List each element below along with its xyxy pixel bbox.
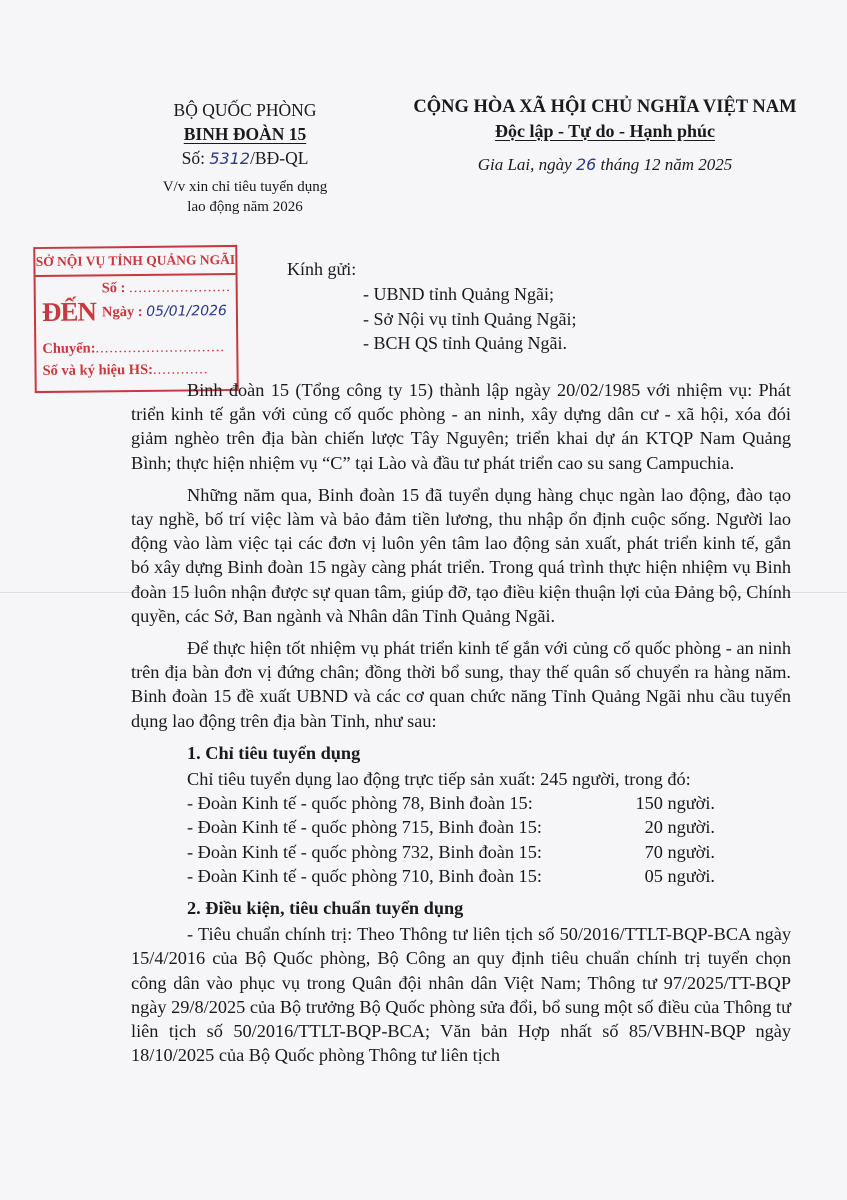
stamp-chuyen-row: Chuyển:............................	[42, 339, 226, 357]
nation-name: CỘNG HÒA XÃ HỘI CHỦ NGHĨA VIỆT NAM	[413, 97, 797, 117]
handwritten-number: 5312	[209, 149, 251, 168]
quota-item: - Đoàn Kinh tế - quốc phòng 78, Binh đoàn 15: 150 người.	[187, 793, 715, 814]
quota-item: - Đoàn Kinh tế - quốc phòng 732, Binh đoàn 15: 70 người.	[187, 841, 715, 862]
stamp-kyhieu-row: Số và ký hiệu HS:............	[42, 361, 209, 379]
recipients-label: Kính gửi:	[287, 259, 357, 279]
ministry-name: BỘ QUỐC PHÒNG	[173, 100, 317, 120]
section-heading-conditions: 2. Điều kiện, tiêu chuẩn tuyển dụng	[187, 898, 464, 919]
recipient-item: - UBND tỉnh Quảng Ngãi;	[363, 284, 554, 304]
quota-item: - Đoàn Kinh tế - quốc phòng 710, Binh đoàn 15: 05 người.	[187, 865, 715, 886]
recipients-list	[363, 282, 577, 356]
paragraph-political-standard: - Tiêu chuẩn chính trị: Theo Thông tư liên tịch số 50/2016/TTLT-BQP-BCA ngày 15/4/2016 của Bộ Quốc phòng, Bộ Công an quy định tiêu chuẩn chính trị tuyển chọn công dân vào phục vụ trong Quân đội nhân dân Việt Nam; Thông tư 97/2025/TT-BQP ngày 29/8/2025 của Bộ trưởng Bộ Quốc phòng sửa đổi, bổ sung một số điều của Thông tư liên tịch số 50/2016/TTLT-BQP-BCA; Văn bản Hợp nhất số 85/VBHN-BQP ngày 18/10/2025 của Bộ Quốc phòng Thông tư liên tịch	[131, 924, 791, 1066]
issuer-block	[140, 98, 350, 217]
document-number: Số: 5312/BĐ-QL	[181, 148, 309, 168]
recipient-item: - Sở Nội vụ tỉnh Quảng Ngãi;	[363, 308, 577, 329]
handwritten-day: 26	[575, 155, 597, 174]
stamp-title: SỞ NỘI VỤ TỈNH QUẢNG NGÃI	[35, 247, 235, 277]
document-subject: V/v xin chỉ tiêu tuyển dụng lao động năm 2026	[162, 179, 328, 215]
receipt-stamp	[33, 245, 239, 393]
stamp-den: ĐẾN	[41, 296, 97, 327]
unit-name: BINH ĐOÀN 15	[183, 124, 307, 144]
stamp-so-row: Số : ......................	[101, 279, 231, 297]
quota-intro: Chỉ tiêu tuyển dụng lao động trực tiếp sản xuất: 245 người, trong đó:	[187, 769, 691, 790]
paragraph-request: Để thực hiện tốt nhiệm vụ phát triển kinh tế gắn với củng cố quốc phòng - an ninh trên địa bàn đơn vị đứng chân; đồng thời bổ sung, thay thế quân số chuyển ra hàng năm. Binh đoàn 15 đề xuất UBND và các cơ quan chức năng Tỉnh Quảng Ngãi nhu cầu tuyển dụng lao động trên địa bàn Tỉnh, như sau:	[131, 638, 791, 731]
stamp-date-row: Ngày : 05/01/2026	[101, 303, 228, 321]
quota-item: - Đoàn Kinh tế - quốc phòng 715, Binh đoàn 15: 20 người.	[187, 817, 715, 838]
paragraph-history: Binh đoàn 15 (Tổng công ty 15) thành lập ngày 20/02/1985 với nhiệm vụ: Phát triển kinh tế gắn với củng cố quốc phòng - an ninh, xây dựng dân cư - xã hội, xóa đói giảm nghèo trên địa bàn chiến lược Tây Nguyên; triển khai dự án KTQP Nam Quảng Bình; thực hiện nhiệm vụ “C” tại Lào và đầu tư phát triển cao su sang Campuchia.	[131, 380, 791, 473]
national-motto: Độc lập - Tự do - Hạnh phúc	[494, 121, 716, 141]
stamp-handwritten-date: 05/01/2026	[146, 303, 228, 320]
place-date: Gia Lai, ngày 26 tháng 12 năm 2025	[477, 155, 733, 174]
letter-body	[131, 378, 791, 1075]
recipient-item: - BCH QS tỉnh Quảng Ngãi.	[363, 333, 567, 353]
national-header	[370, 95, 840, 177]
paragraph-achievements: Những năm qua, Binh đoàn 15 đã tuyển dụng hàng chục ngàn lao động, đào tạo tay nghề, bố trí việc làm và bảo đảm tiền lương, thu nhập ổn định cuộc sống. Người lao động vào làm việc tại các đơn vị luôn yên tâm lao động sản xuất, phát triển kinh tế, gắn bó xây dựng Binh đoàn 15 ngày càng phát triển. Trong quá trình thực hiện nhiệm vụ Binh đoàn 15 luôn nhận được sự quan tâm, giúp đỡ, tạo điều kiện thuận lợi của Đảng bộ, Chính quyền, các Sở, Ban ngành và Nhân dân Tỉnh Quảng Ngãi.	[131, 484, 791, 626]
section-heading-quota: 1. Chỉ tiêu tuyển dụng	[187, 742, 361, 763]
